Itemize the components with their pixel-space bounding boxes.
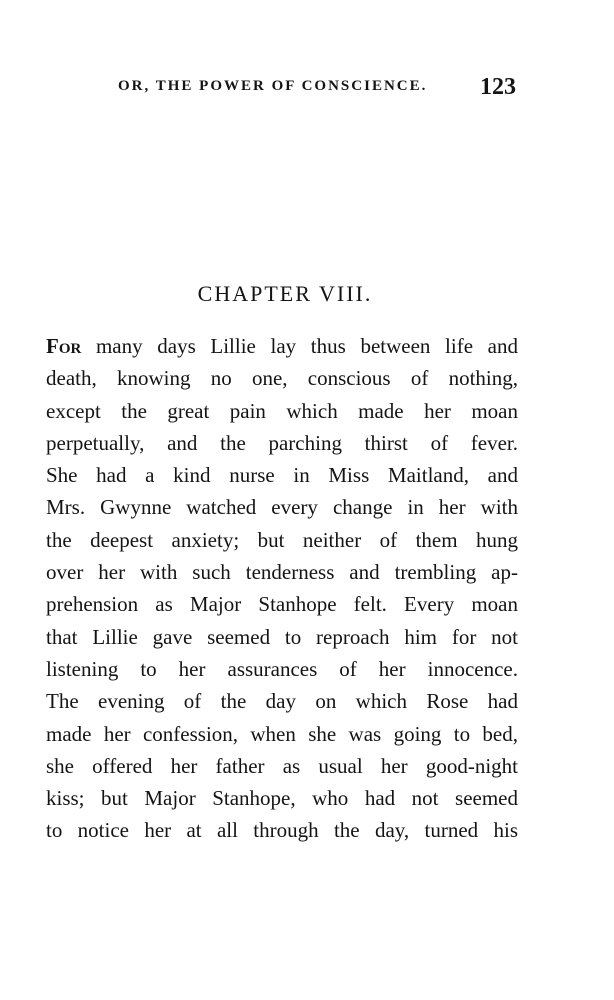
text-line: She had a kind nurse in Miss Maitland, and	[46, 463, 518, 488]
text-line: prehension as Major Stanhope felt. Every moan	[46, 592, 518, 617]
text-line: she offered her father as usual her good-night	[46, 753, 518, 778]
chapter-title	[0, 281, 570, 307]
text-line: perpetually, and the parching thirst of fever.	[46, 430, 518, 455]
text-line: death, knowing no one, conscious of nothing,	[46, 366, 518, 391]
text-line: except the great pain which made her moan	[46, 398, 518, 423]
text-line: to notice her at all through the day, turned his	[46, 818, 518, 843]
text-line: that Lillie gave seemed to reproach him for not	[46, 624, 518, 649]
text-line: over her with such tenderness and trembling ap-	[46, 560, 518, 585]
text-line: the deepest anxiety; but neither of them hung	[46, 527, 518, 552]
page-number: 123	[480, 74, 516, 100]
text-line: Mrs. Gwynne watched every change in her with	[46, 495, 518, 520]
text-line: made her confession, when she was going to bed,	[46, 721, 518, 746]
chapter-title-text: CHAPTER VIII.	[197, 281, 373, 306]
drop-word: For	[46, 334, 82, 358]
running-head: OR, THE POWER OF CONSCIENCE.	[118, 78, 428, 94]
text-line: listening to her assurances of her innocence.	[46, 656, 518, 681]
text-line: The evening of the day on which Rose had	[46, 689, 518, 714]
text-line: kiss; but Major Stanhope, who had not seemed	[46, 786, 518, 811]
body-text	[46, 330, 518, 847]
text-line-content: many days Lillie lay thus between life and	[81, 334, 518, 358]
text-line	[46, 330, 518, 362]
